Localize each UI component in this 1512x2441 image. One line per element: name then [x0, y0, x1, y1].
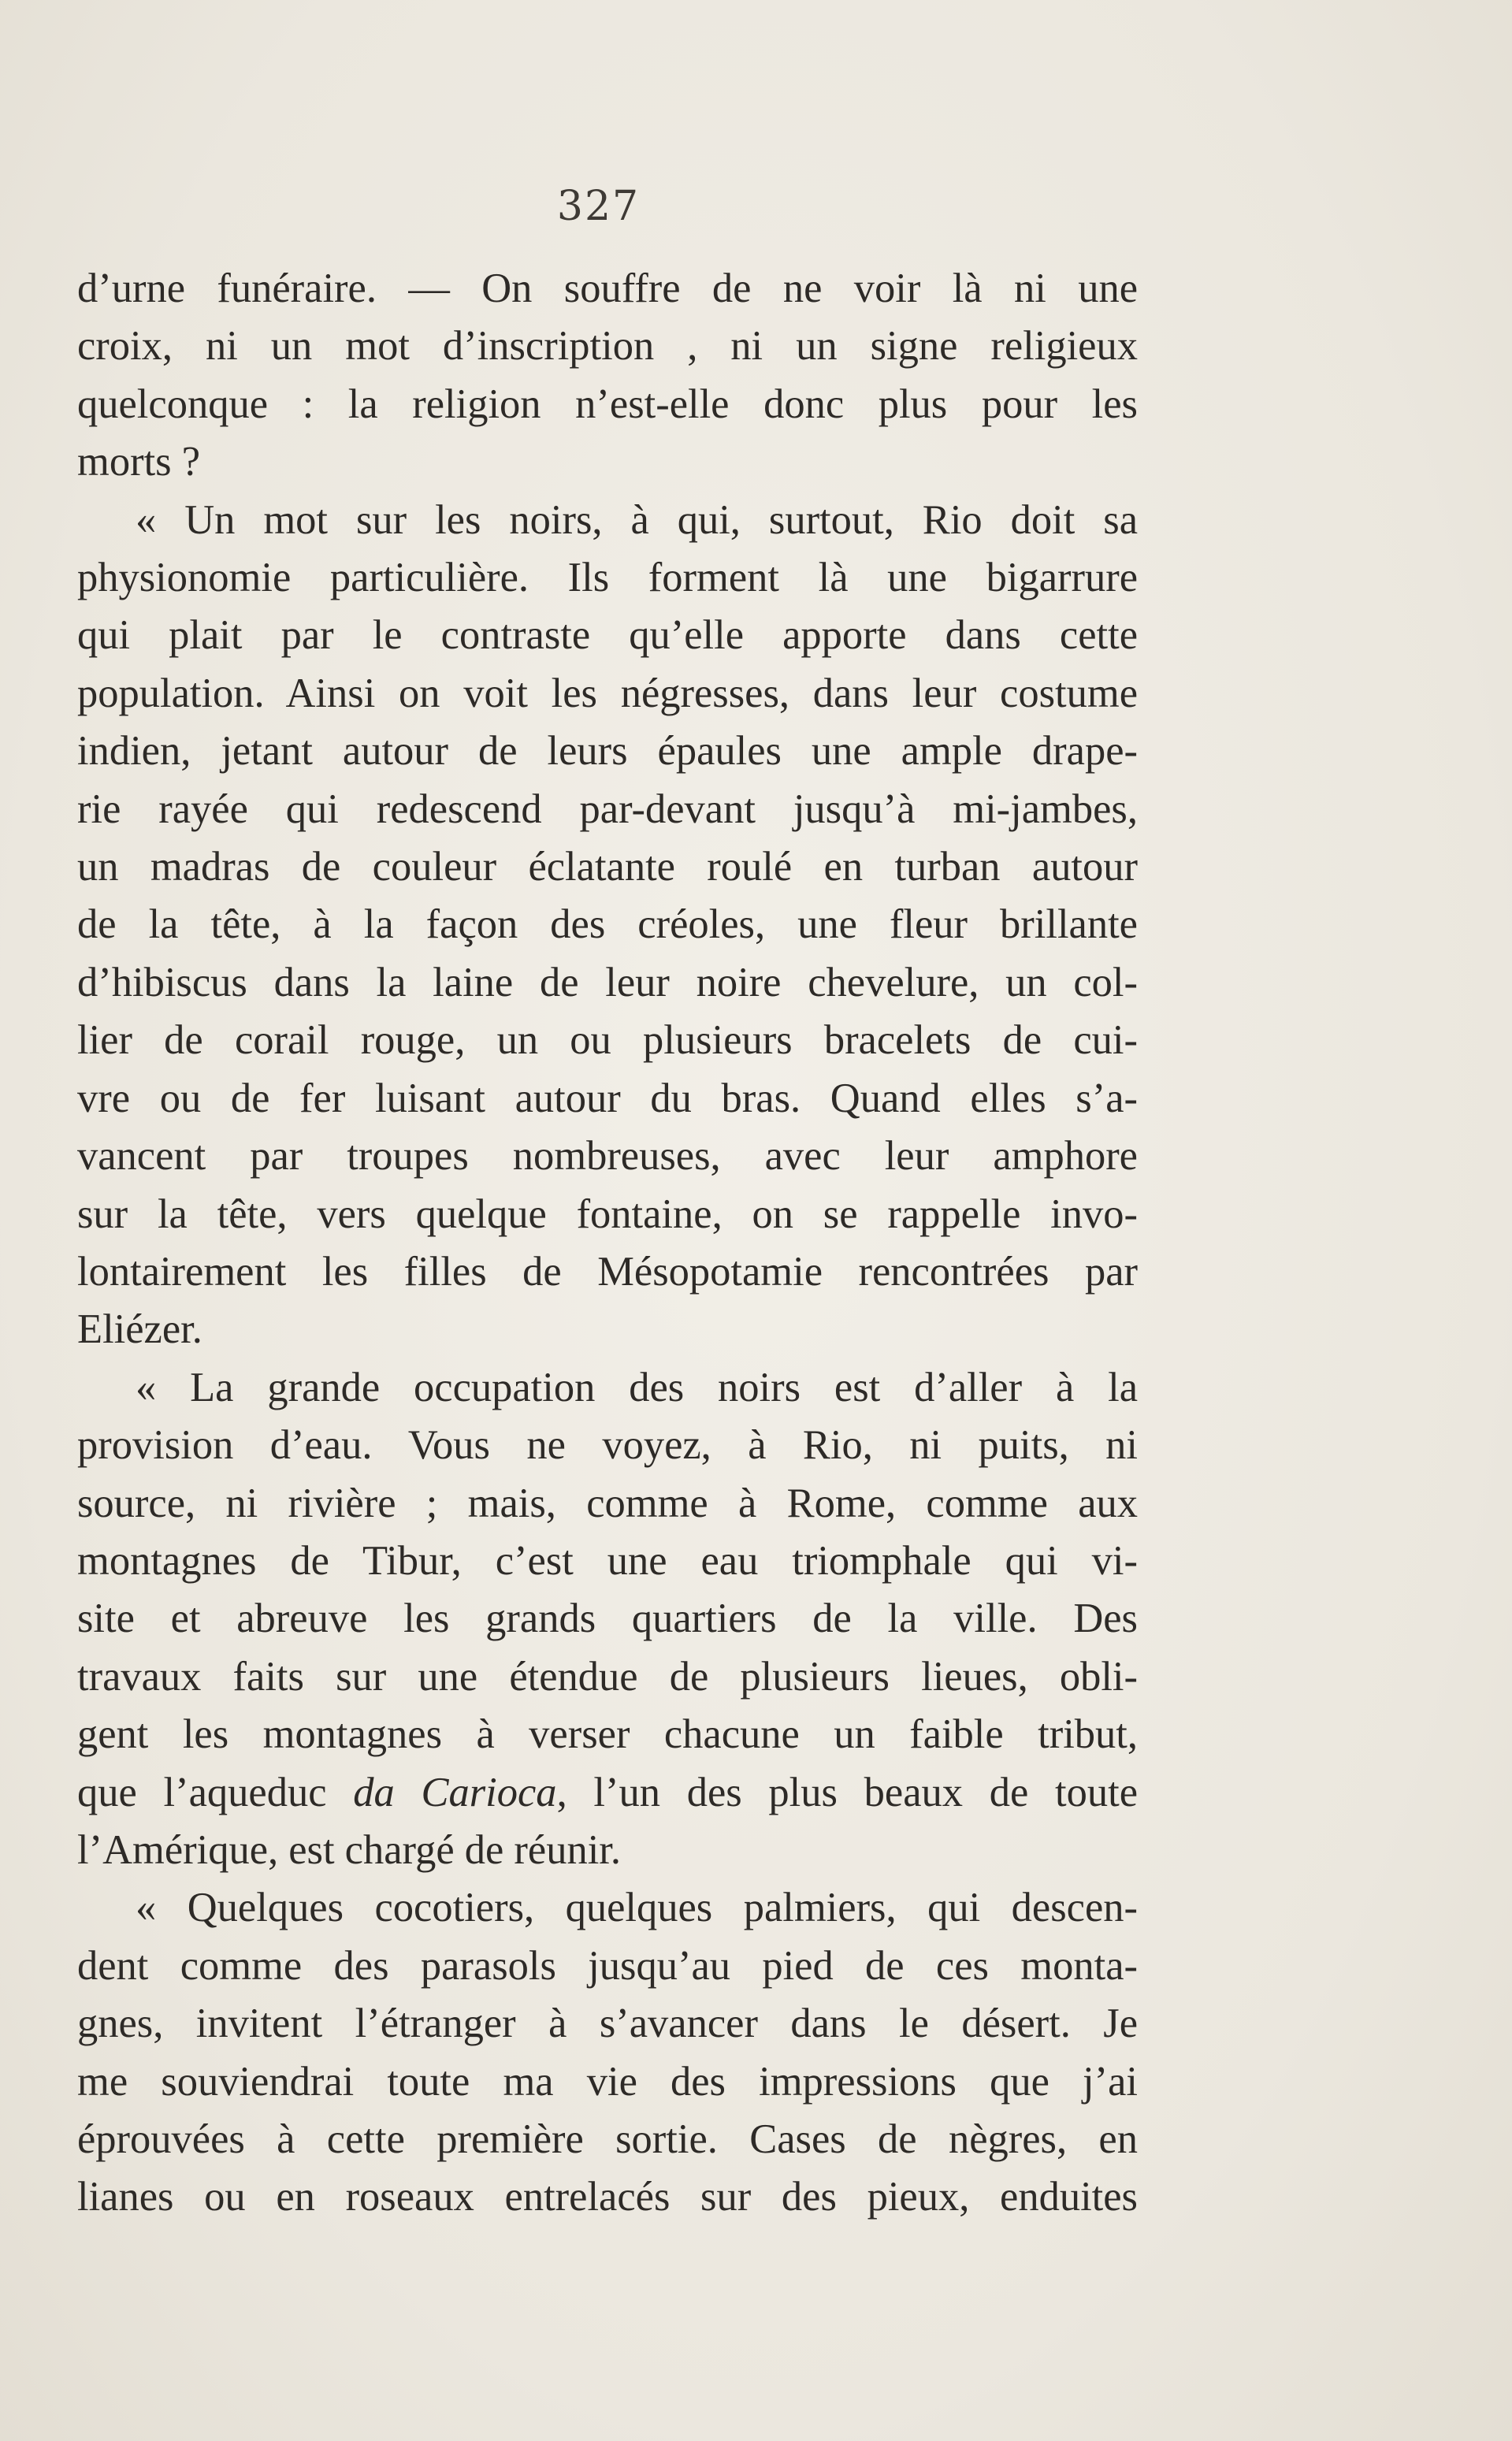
italic-place-name: da Carioca — [353, 1769, 557, 1815]
paragraph-2 — [77, 492, 1138, 1359]
text-line: me souviendrai toute ma vie des impressions que j’ai — [77, 2058, 1138, 2105]
text-line: population. Ainsi on voit les négresses, dans leur costume — [77, 670, 1138, 716]
text-line: lianes ou en roseaux entrelacés sur des pieux, enduites — [77, 2174, 1138, 2220]
text-line: Eliézer. — [77, 1306, 202, 1353]
text-line: quelconque : la religion n’est-elle donc plus pour les — [77, 381, 1138, 427]
paragraph-4 — [77, 1879, 1138, 2226]
text-line: physionomie particulière. Ils forment là une bigarrure — [77, 555, 1138, 601]
text-line: de la tête, à la façon des créoles, une fleur brillante — [77, 901, 1138, 948]
line-segment: , l’un des plus beaux de toute — [556, 1769, 1139, 1815]
text-line: lontairement les filles de Mésopotamie rencontrées par — [77, 1248, 1138, 1295]
text-line: lier de corail rouge, un ou plusieurs bracelets de cui- — [77, 1017, 1138, 1064]
text-line: dent comme des parasols jusqu’au pied de ces monta- — [77, 1942, 1138, 1989]
text-line: provision d’eau. Vous ne voyez, à Rio, ni puits, ni — [77, 1422, 1138, 1469]
text-line: d’urne funéraire. — On souffre de ne voir là ni une — [77, 266, 1138, 311]
text-line: vre ou de fer luisant autour du bras. Quand elles s’a- — [77, 1075, 1138, 1121]
text-line: éprouvées à cette première sortie. Cases de nègres, en — [77, 2116, 1138, 2162]
text-line: montagnes de Tibur, c’est une eau triomphale qui vi- — [77, 1537, 1138, 1584]
text-line: site et abreuve les grands quartiers de la ville. Des — [77, 1596, 1138, 1642]
text-line: « La grande occupation des noirs est d’aller à la — [136, 1364, 1138, 1410]
paragraph-1 — [77, 260, 1138, 492]
text-line-with-italic — [77, 1764, 1138, 1822]
text-line: « Un mot sur les noirs, à qui, surtout, Rio doit sa — [136, 496, 1138, 543]
text-line: croix, ni un mot d’inscription , ni un signe religieux — [77, 323, 1138, 370]
text-line: gent les montagnes à verser chacune un faible tribut, — [77, 1711, 1138, 1758]
text-line: travaux faits sur une étendue de plusieurs lieues, obli- — [77, 1653, 1138, 1700]
paragraph-3 — [77, 1359, 1138, 1880]
text-line: source, ni rivière ; mais, comme à Rome, comme aux — [77, 1480, 1138, 1526]
text-line: l’Amérique, est chargé de réunir. — [77, 1826, 622, 1873]
line-segment: que l’aqueduc — [77, 1769, 354, 1815]
page-number: 327 — [556, 183, 641, 230]
text-line: rie rayée qui redescend par-devant jusqu’à mi-jambes, — [77, 786, 1138, 832]
text-line: vancent par troupes nombreuses, avec leur amphore — [77, 1133, 1138, 1180]
text-line: qui plait par le contraste qu’elle apporte dans cette — [77, 612, 1138, 659]
text-line: un madras de couleur éclatante roulé en turban autour — [77, 844, 1138, 890]
text-line: gnes, invitent l’étranger à s’avancer dans le désert. Je — [77, 2001, 1138, 2047]
text-line: indien, jetant autour de leurs épaules une ample drape- — [77, 728, 1138, 775]
text-line: sur la tête, vers quelque fontaine, on se rappelle invo- — [77, 1191, 1138, 1237]
body-text — [77, 260, 1138, 2227]
text-line: « Quelques cocotiers, quelques palmiers, qui descen- — [136, 1885, 1138, 1931]
text-line: d’hibiscus dans la laine de leur noire chevelure, un col- — [77, 959, 1138, 1005]
text-line: morts ? — [77, 439, 201, 485]
